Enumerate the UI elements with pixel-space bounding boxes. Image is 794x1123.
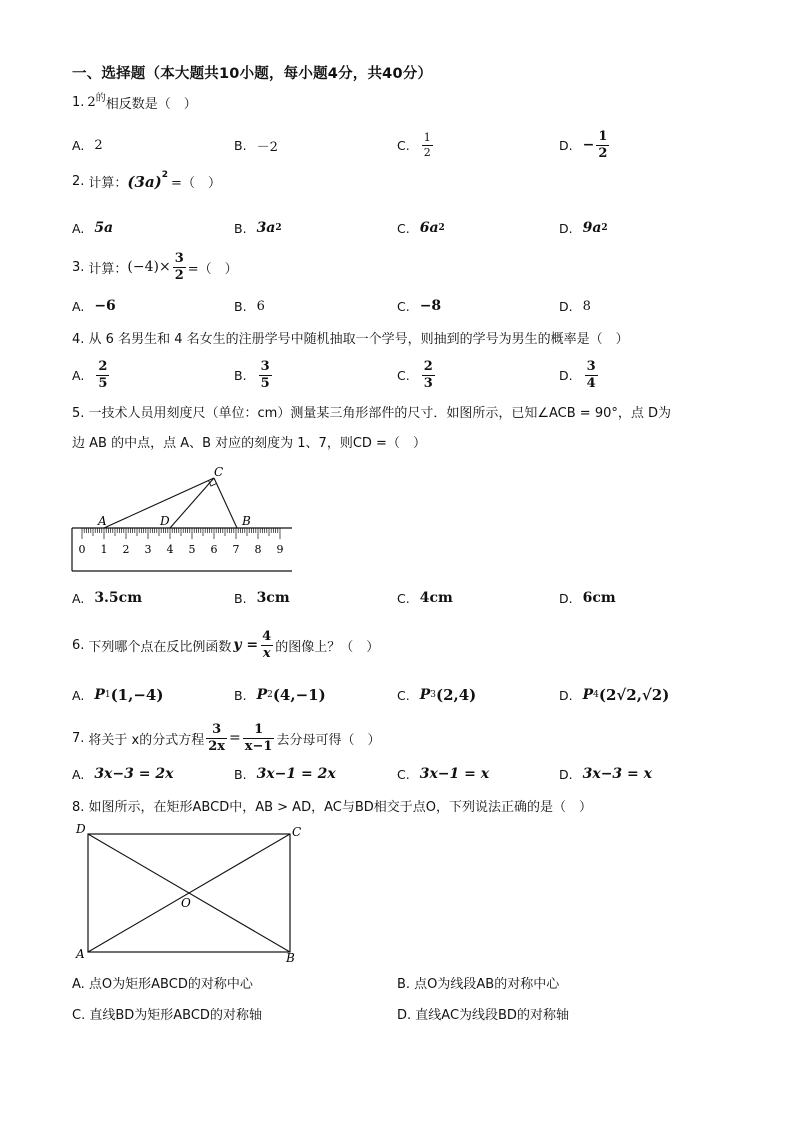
q7-left-fraction — [206, 723, 227, 753]
q3-option-d-value: 8 — [582, 298, 591, 314]
q2-option-a-value: 5a — [94, 220, 114, 236]
ruler-tick-label: 4 — [166, 543, 174, 556]
q4-d-fraction — [585, 360, 598, 390]
q2-option-b[interactable]: B. 3a 2 — [234, 220, 282, 236]
q3-options — [72, 288, 752, 324]
q3-num: 3 — [174, 250, 184, 266]
q3-option-a-value: −6 — [94, 298, 116, 314]
q1-option-b-value: －2 — [256, 139, 278, 155]
question-3 — [72, 247, 238, 287]
q7-option-b-value: 3x−1 = 2x — [256, 766, 336, 782]
q8-option-a[interactable]: A. 点O为矩形ABCD的对称中心 — [72, 976, 253, 992]
q2-option-d-value: 9a — [582, 220, 602, 236]
ruler-ticks — [82, 528, 280, 539]
q7-tail: 去分母可得（ ） — [276, 732, 381, 748]
question-7 — [72, 718, 380, 758]
question-1 — [72, 93, 197, 112]
q4-option-a[interactable]: A. $\frac{2}{5}$ — [72, 358, 108, 391]
q8-options-row-2 — [72, 995, 752, 1031]
q7-option-c[interactable]: C. 3x−1 = x — [397, 766, 490, 782]
ruler-tick-labels — [79, 543, 284, 556]
q7-right-fraction — [243, 723, 275, 753]
q4-d-num: 3 — [586, 358, 596, 374]
q4-option-b[interactable]: B. $\frac{3}{5}$ — [234, 358, 270, 391]
q6-tail: 的图像上？（ ） — [275, 639, 380, 655]
q1-superscript: 的 — [95, 93, 106, 104]
q6-number: 6. — [72, 637, 85, 653]
q1-d-den: 2 — [598, 145, 608, 161]
label-a: A — [98, 514, 107, 528]
q2-option-d[interactable]: D. 9a 2 — [559, 220, 608, 236]
q5-option-c-value: 4cm — [419, 590, 453, 606]
q7-option-a-value: 3x−3 = 2x — [94, 766, 174, 782]
q4-b-num: 3 — [260, 358, 270, 374]
question-2 — [72, 169, 221, 191]
q3-lead: 计算： — [88, 261, 128, 277]
q6-lhs: y = — [233, 637, 259, 653]
q6-a-name: P — [94, 687, 105, 703]
q4-b-fraction — [259, 360, 272, 390]
segment-cb — [214, 478, 237, 528]
q7-left-num: 3 — [212, 721, 222, 737]
q8-option-b[interactable]: B. 点O为线段AB的对称中心 — [397, 976, 560, 992]
q3-option-b-value: 6 — [256, 298, 265, 314]
q4-option-d[interactable]: D. $\frac{3}{4}$ — [559, 358, 596, 391]
q6-b-name: P — [256, 687, 268, 703]
rect-label-b: B — [286, 951, 295, 965]
q1-c-num: 1 — [423, 130, 431, 144]
q1-c-den: 2 — [423, 145, 431, 159]
q2-option-c[interactable]: C. 6a 2 — [397, 220, 445, 236]
q3-option-c-value: −8 — [419, 298, 442, 314]
q6-d-name: P — [582, 687, 594, 703]
ruler-tick-label: 5 — [188, 543, 196, 556]
q1-d-sign: − — [582, 137, 595, 153]
q3-expr: (−4)× — [127, 259, 171, 275]
q2-option-c-exp: 2 — [438, 223, 445, 233]
q7-option-b[interactable]: B. 3x−1 = 2x — [234, 766, 336, 782]
q6-num: 4 — [262, 628, 272, 644]
rect-label-a: A — [76, 947, 85, 961]
q2-option-a[interactable]: A. 5a — [72, 220, 114, 236]
label-d: D — [160, 514, 170, 528]
q3-option-b[interactable]: B. 6 — [234, 298, 265, 314]
question-4: 4. 从 6 名男生和 4 名女生的注册学号中随机抽取一个学号，则抽到的学号为男生的概率是（ ） — [72, 332, 629, 347]
q4-a-num: 2 — [98, 358, 108, 374]
ruler-triangle-figure — [70, 464, 300, 576]
q3-option-a[interactable]: A. −6 — [72, 298, 116, 314]
q4-options — [72, 355, 752, 395]
q1-option-d-fraction — [596, 130, 609, 160]
q5-option-d-value: 6cm — [582, 590, 616, 606]
ruler-tick-label: 6 — [210, 543, 218, 556]
q2-tail: =（ ） — [171, 176, 221, 191]
q4-c-num: 2 — [423, 358, 433, 374]
question-6 — [72, 624, 379, 666]
q3-option-c[interactable]: C. −8 — [397, 298, 442, 314]
ruler-tick-label: 3 — [144, 543, 152, 556]
section-title: 一、选择题（本大题共10小题，每小题4分，共40分） — [72, 66, 433, 82]
q1-option-d[interactable]: D. − $\frac{1}{2}$ — [559, 128, 608, 161]
q3-option-d[interactable]: D. 8 — [559, 298, 591, 314]
q2-expr: (3a) — [127, 172, 162, 191]
rectangle-figure — [72, 820, 322, 966]
ruler-tick-label: 9 — [276, 543, 284, 556]
rect-label-c: C — [292, 825, 302, 839]
ruler-tick-label: 1 — [100, 543, 108, 556]
q6-d-coord: (2√2,√2) — [598, 686, 670, 704]
q4-option-c[interactable]: C. $\frac{2}{3}$ — [397, 358, 433, 391]
ruler-tick-label: 7 — [232, 543, 240, 556]
q7-left-den: 2x — [208, 738, 226, 754]
q3-number: 3. — [72, 259, 85, 275]
q7-option-d-value: 3x−3 = x — [582, 766, 652, 782]
q7-option-c-value: 3x−1 = x — [419, 766, 490, 782]
q5-option-a[interactable]: A. 3.5cm — [72, 590, 143, 606]
q6-option-d[interactable]: D. P 4 (2√2,√2) — [559, 686, 670, 704]
q6-options — [72, 677, 752, 713]
q4-b-den: 5 — [260, 375, 270, 391]
q2-lead: 计算： — [88, 176, 128, 191]
rect-label-o: O — [181, 896, 191, 910]
ruler-tick-label: 8 — [254, 543, 262, 556]
q3-fraction — [173, 252, 186, 282]
q6-fraction — [260, 630, 273, 660]
q1-options — [72, 127, 752, 163]
q1-option-b[interactable]: B. －2 — [234, 137, 278, 155]
q5-option-d[interactable]: D. 6cm — [559, 590, 616, 606]
segment-cd — [170, 478, 214, 528]
q7-options — [72, 756, 752, 792]
q7-right-den: x−1 — [244, 738, 273, 754]
q8-option-d[interactable]: D. 直线AC为线段BD的对称轴 — [397, 1007, 569, 1023]
q6-a-sub: 1 — [104, 690, 111, 700]
q6-option-a[interactable]: A. P 1 (1,−4) — [72, 686, 164, 704]
rect-label-d: D — [76, 822, 86, 836]
q1-text: 相反数是（ ） — [105, 97, 197, 112]
q7-equals: = — [229, 730, 241, 746]
q4-d-den: 4 — [586, 375, 596, 391]
q6-den: x — [262, 645, 271, 661]
q6-a-coord: (1,−4) — [110, 686, 164, 704]
ruler-tick-label: 0 — [78, 543, 86, 556]
q6-c-sub: 3 — [430, 690, 436, 700]
q4-c-den: 3 — [423, 375, 433, 391]
q6-b-coord: (4,−1) — [272, 686, 326, 704]
q1-number: 1. — [72, 95, 85, 110]
q5-option-c[interactable]: C. 4cm — [397, 590, 453, 606]
label-c: C — [214, 465, 224, 479]
q1-base: 2 — [87, 95, 96, 110]
q1-option-c[interactable]: C. $\frac{1}{2}$ — [397, 130, 431, 159]
q6-c-name: P — [419, 687, 431, 703]
q6-b-sub: 2 — [267, 690, 273, 700]
question-5-line-2: 边 AB 的中点，点 A、B 对应的刻度为 1、7，则CD =（ ） — [72, 436, 426, 451]
q2-number: 2. — [72, 174, 85, 189]
q4-a-den: 5 — [98, 375, 108, 391]
q4-a-fraction — [96, 360, 109, 390]
q1-option-a[interactable]: A. 2 — [72, 137, 103, 153]
q2-exponent: 2 — [161, 169, 169, 180]
q2-option-d-exp: 2 — [601, 223, 608, 233]
q5-options — [72, 580, 752, 616]
q2-option-b-exp: 2 — [275, 223, 282, 233]
q1-option-a-value: 2 — [94, 137, 103, 153]
label-b: B — [242, 514, 251, 528]
q7-option-d[interactable]: D. 3x−3 = x — [559, 766, 652, 782]
q7-right-num: 1 — [254, 721, 264, 737]
q7-lead: 将关于 x的分式方程 — [88, 732, 205, 748]
q6-d-sub: 4 — [593, 690, 599, 700]
question-8: 8. 如图所示，在矩形ABCD中，AB > AD，AC与BD相交于点O，下列说法正确的是（ ） — [72, 800, 592, 815]
ruler-tick-label: 2 — [122, 543, 130, 556]
q7-number: 7. — [72, 730, 85, 746]
q1-d-num: 1 — [598, 128, 608, 144]
q3-tail: =（ ） — [187, 261, 238, 277]
q6-option-b[interactable]: B. P 2 (4,−1) — [234, 686, 326, 704]
q7-option-a[interactable]: A. 3x−3 = 2x — [72, 766, 174, 782]
segment-ac — [104, 478, 214, 528]
q6-lead: 下列哪个点在反比例函数 — [88, 639, 232, 655]
q6-option-c[interactable]: C. P 3 (2,4) — [397, 686, 477, 704]
q5-option-b-value: 3cm — [256, 590, 290, 606]
q4-c-fraction — [422, 360, 435, 390]
q8-option-c[interactable]: C. 直线BD为矩形ABCD的对称轴 — [72, 1007, 262, 1023]
q3-den: 2 — [174, 267, 184, 283]
q2-option-c-value: 6a — [419, 220, 439, 236]
q2-option-b-value: 3a — [256, 220, 276, 236]
q1-option-c-fraction — [422, 132, 433, 158]
question-5-line-1: 5. 一技术人员用刻度尺（单位：cm）测量某三角形部件的尺寸．如图所示，已知∠ACB = 90°，点 D为 — [72, 406, 672, 421]
q6-c-coord: (2,4) — [435, 686, 477, 704]
q2-options — [72, 210, 752, 246]
q5-option-a-value: 3.5cm — [94, 590, 143, 606]
q5-option-b[interactable]: B. 3cm — [234, 590, 290, 606]
